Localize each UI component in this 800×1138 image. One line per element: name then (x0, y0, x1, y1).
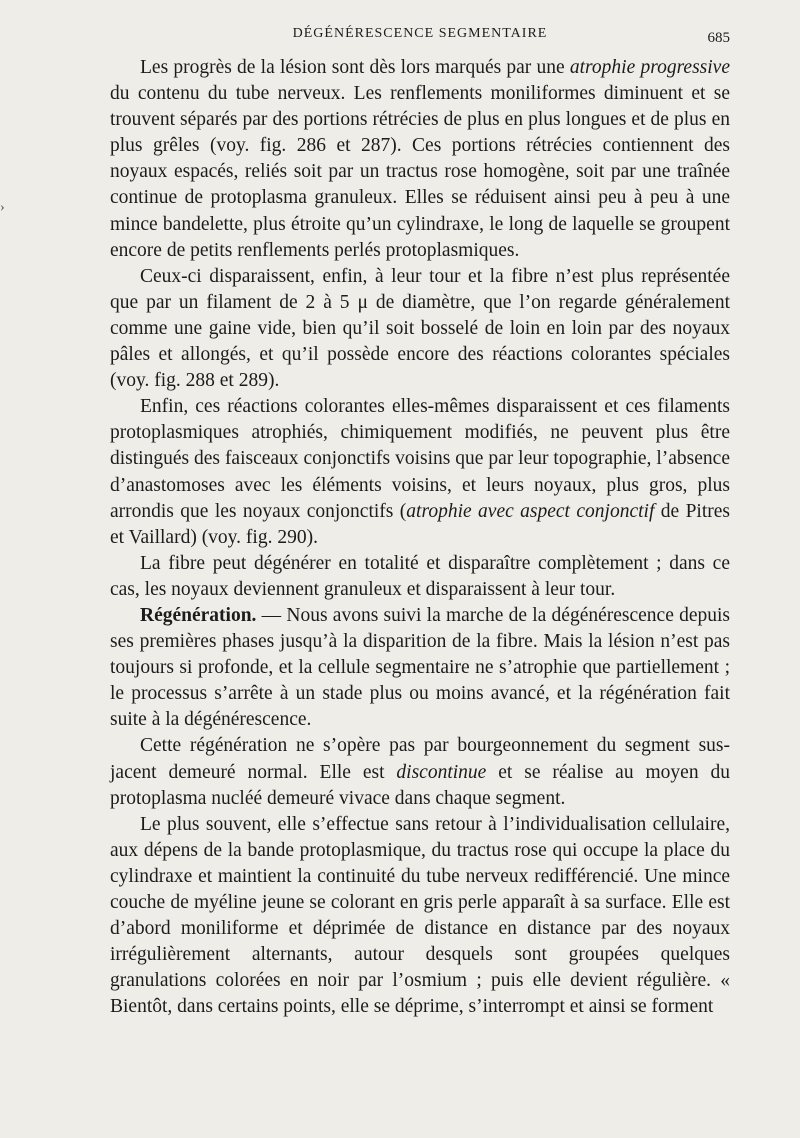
running-title: DÉGÉNÉRESCENCE SEGMENTAIRE (292, 26, 548, 41)
running-head (110, 26, 730, 46)
emphasis-atrophie-conjonctif: atrophie avec aspect conjonctif (406, 500, 655, 522)
paragraph-filament: Ceux-ci disparaissent, enfin, à leur tour et la fibre n’est plus représentée que par un filament de 2 à 5 μ de diamètre, que l’on regarde généralement comme une gaine vide, bien qu’il soit bosselé de loin en loin par des noyaux pâles et allongés, et qu’il possède encore des réactions colorantes spéciales (voy. fig. 288 et 289). (110, 265, 730, 392)
paragraph-regeneration (110, 603, 730, 733)
paragraph-5-text: — Nous avons suivi la marche de la dégénérescence depuis ses premières phases jusqu’à la disparition de la fibre. Mais la lésion n’est pas toujours si profonde, et la cellule segmentaire ne s’atrophie que partiellement ; le processus s’arrête à un stade plus ou moins avancé, et la régénération fait suite à la dégénérescence. (110, 604, 730, 731)
margin-mark: › (0, 200, 5, 215)
emphasis-atrophie-progressive: atrophie progressive (569, 57, 730, 78)
paragraph-6-text: Cette régénération ne s’opère pas par bourgeonnement du segment sus-jacent demeuré normal. Elle est (110, 735, 730, 783)
paragraph-1-text: Les progrès de la lésion sont dès lors marqués par une (140, 57, 570, 78)
paragraph-degenerer-totalite: La fibre peut dégénérer en totalité et disparaître complètement ; dans ce cas, les noyaux deviennent granuleux et disparaissent à leur tour. (110, 552, 730, 600)
paragraph-3-text: Enfin, ces réactions colorantes elles-mêmes disparaissent et ces filaments protoplasmiques atrophiés, chimiquement modifiés, ne peuvent plus être distingués des faisceaux conjonctifs voisins que par leur topographie, l’absence d’anastomoses avec les éléments voisins, et leurs noyaux, plus gros, plus arrondis que les noyaux conjonctifs ( (110, 396, 730, 522)
paragraph-discontinue (110, 733, 730, 811)
paragraph-reactions-colorantes (110, 394, 730, 551)
page-number: 685 (707, 30, 730, 46)
body-text (110, 55, 730, 1020)
paragraph-6-text-cont: et se réalise au moyen du protoplasma nucléé demeuré vivace dans chaque segment. (110, 761, 730, 809)
paragraph-atrophie-progressive (110, 55, 730, 264)
paragraph-3-text-cont: de Pitres et Vaillard) (voy. fig. 290). (110, 500, 730, 548)
paragraph-plus-souvent: Le plus souvent, elle s’effectue sans retour à l’individualisation cellulaire, aux dépens de la bande protoplasmique, du tractus rose qui occupe la place du cylindraxe et maintient la continuité du tube nerveux redifférencié. Une mince couche de myéline jeune se colorant en gris perle apparaît à sa surface. Elle est d’abord moniliforme et déprimée de distance en distance par des noyaux irrégulièrement alternants, autour desquels sont groupées quelques granulations colorées en noir par l’osmium ; puis elle devient régulière. « Bientôt, dans certains points, elle se déprime, s’interrompt et ainsi se forment (110, 813, 730, 1018)
section-heading-regeneration: Régénération. (140, 604, 257, 626)
emphasis-discontinue: discontinue (396, 761, 487, 783)
paragraph-1-text-cont: du contenu du tube nerveux. Les renflements moniliformes diminuent et se trouvent séparés par des portions rétrécies de plus en plus longues et de plus en plus grêles (voy. fig. 286 et 287). Ces portions rétrécies contiennent des noyaux espacés, reliés soit par un tractus rose homogène, soit par une traînée continue de protoplasma granuleux. Elles se réduisent ainsi peu à peu à une mince bandelette, plus étroite qu’un cylindraxe, le long de laquelle se groupent encore de petits renflements perlés protoplasmiques. (110, 83, 730, 261)
